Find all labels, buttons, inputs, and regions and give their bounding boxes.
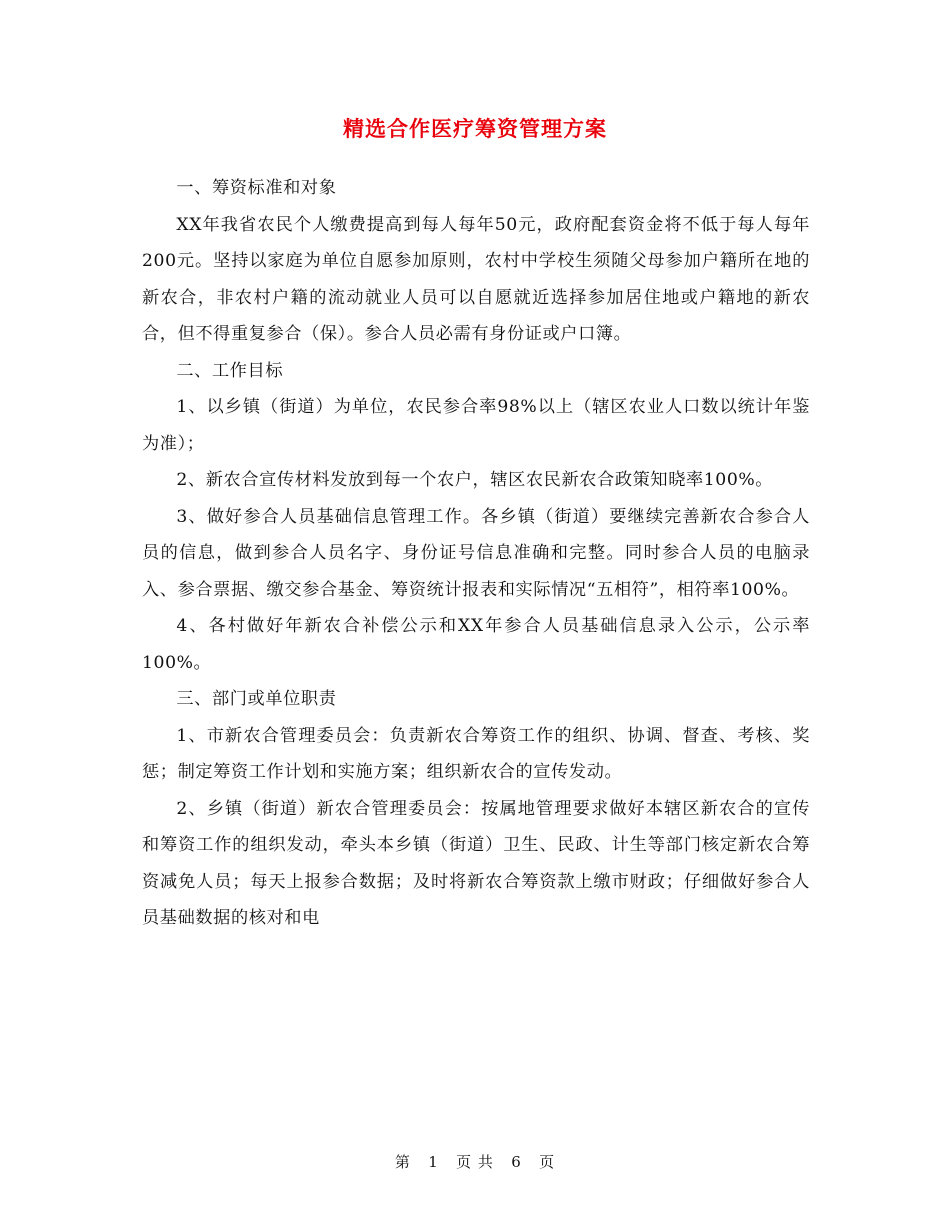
current-page-number: 1 — [428, 1153, 439, 1171]
paragraph: 3、做好参合人员基础信息管理工作。各乡镇（街道）要继续完善新农合参合人员的信息，做到参合人员名字、身份证号信息准确和完整。同时参合人员的电脑录入、参合票据、缴交参合基金、筹资统计报表和实际情况“五相符”，相符率100%。 — [142, 506, 810, 600]
page-label-prefix: 第 — [394, 1153, 411, 1171]
page-footer — [0, 1150, 950, 1174]
paragraph: 2、乡镇（街道）新农合管理委员会：按属地管理要求做好本辖区新农合的宣传和筹资工作的组织发动，牵头本乡镇（街道）卫生、民政、计生等部门核定新农合筹资减免人员；每天上报参合数据；及时将新农合筹资款上缴市财政；仔细做好参合人员基础数据的核对和电 — [142, 798, 810, 928]
paragraph: 1、以乡镇（街道）为单位，农民参合率98%以上（辖区农业人口数以统计年鉴为准）； — [142, 397, 810, 454]
document-title: 精选合作医疗筹资管理方案 — [343, 116, 607, 141]
page-label-suffix: 页 — [539, 1153, 556, 1171]
total-pages-number: 6 — [511, 1153, 522, 1171]
paragraph: 1、市新农合管理委员会：负责新农合筹资工作的组织、协调、督查、考核、奖惩；制定筹资工作计划和实施方案；组织新农合的宣传发动。 — [142, 725, 810, 782]
section-heading-3: 三、部门或单位职责 — [176, 689, 337, 709]
paragraph: 2、新农合宣传材料发放到每一个农户，辖区农民新农合政策知晓率100%。 — [176, 470, 774, 490]
section-heading-2: 二、工作目标 — [176, 360, 284, 381]
section-heading-1: 一、筹资标准和对象 — [176, 178, 337, 198]
document-body — [142, 170, 810, 937]
paragraph: XX年我省农民个人缴费提高到每人每年50元，政府配套资金将不低于每人每年200元。坚持以家庭为单位自愿参加原则，农村中学校生须随父母参加户籍所在地的新农合，非农村户籍的流动就业人员可以自愿就近选择参加居住地或户籍地的新农合，但不得重复参合（保）。参合人员必需有身份证或户口簿。 — [142, 214, 810, 344]
paragraph: 4、各村做好年新农合补偿公示和XX年参合人员基础信息录入公示，公示率100%。 — [142, 616, 810, 673]
page-label-mid: 页 共 — [456, 1153, 494, 1171]
